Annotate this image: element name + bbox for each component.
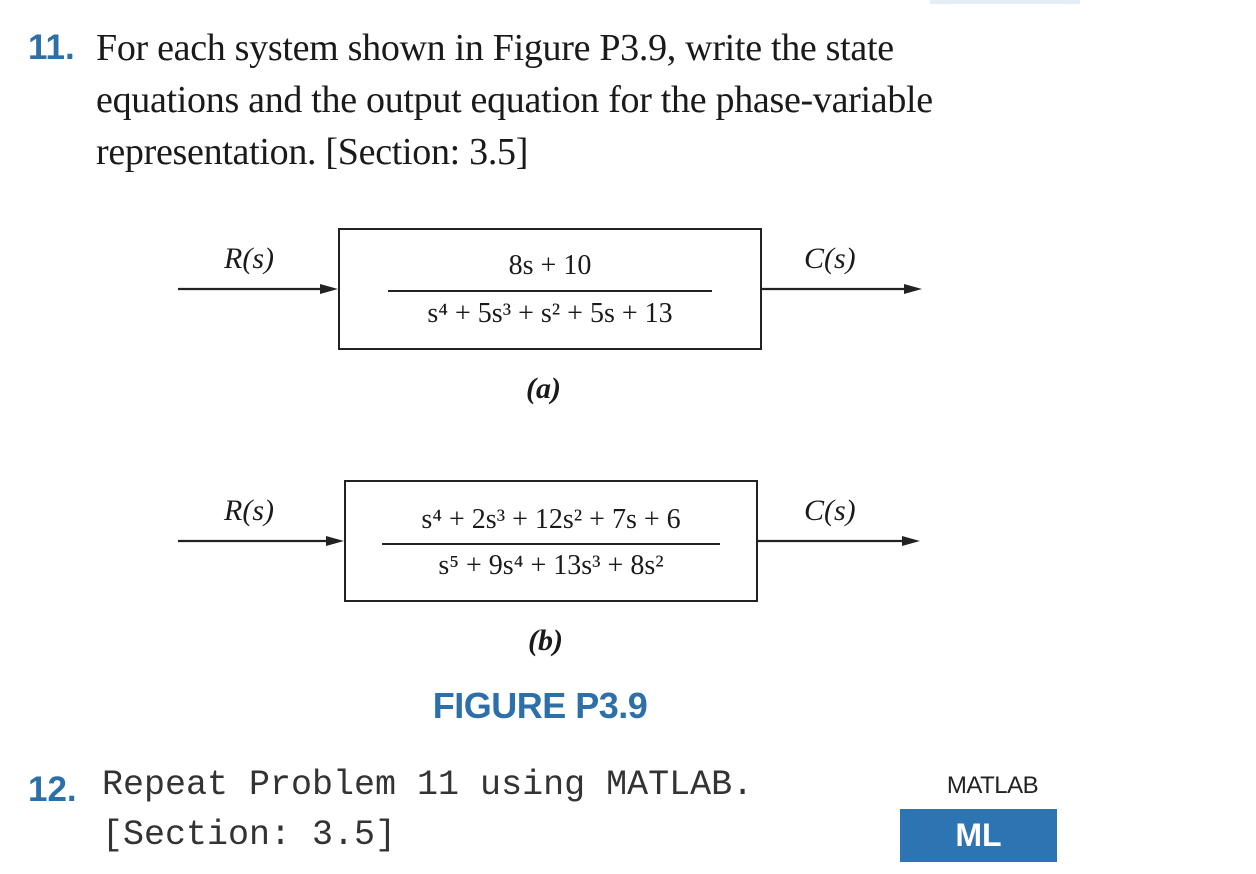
- subfigure-caption: (b): [528, 624, 563, 657]
- problem-text: [102, 760, 928, 860]
- problem-text-line: equations and the output equation for the phase-variable: [96, 79, 933, 121]
- fraction-bar: [388, 290, 712, 292]
- top-decorative-rule: [930, 0, 1080, 4]
- figure-title: FIGURE P3.9: [432, 685, 648, 726]
- tf-denominator: s⁵ + 9s⁴ + 13s³ + 8s²: [438, 550, 664, 581]
- problem-text-line: representation. [Section: 3.5]: [96, 131, 529, 173]
- problem-number: 12.: [28, 770, 77, 809]
- transfer-function-block: [338, 228, 762, 350]
- fraction-bar: [382, 543, 720, 545]
- tf-numerator: s⁴ + 2s³ + 12s² + 7s + 6: [421, 504, 681, 535]
- problem-text-line: For each system shown in Figure P3.9, write the state: [96, 27, 894, 69]
- tf-numerator: 8s + 10: [508, 250, 592, 281]
- block-diagram-a: [170, 222, 930, 405]
- input-signal-label: R(s): [224, 242, 274, 275]
- tf-denominator: s⁴ + 5s³ + s² + 5s + 13: [427, 298, 673, 329]
- output-signal-label: C(s): [804, 494, 856, 527]
- ml-badge: ML: [900, 809, 1057, 862]
- problem-11: [28, 22, 1108, 178]
- output-signal-label: C(s): [804, 242, 856, 275]
- problem-number: 11.: [28, 28, 75, 67]
- transfer-function-block: [344, 480, 758, 602]
- subfigure-caption: (a): [526, 372, 561, 405]
- problem-text-line: Repeat Problem 11 using MATLAB.: [102, 765, 754, 805]
- problem-text: [96, 22, 1108, 178]
- block-diagram-b: [170, 474, 930, 657]
- problem-text-line: [Section: 3.5]: [102, 815, 397, 855]
- input-signal-label: R(s): [224, 494, 274, 527]
- matlab-margin-tag: MATLAB: [946, 772, 1039, 799]
- problem-12: [28, 760, 928, 860]
